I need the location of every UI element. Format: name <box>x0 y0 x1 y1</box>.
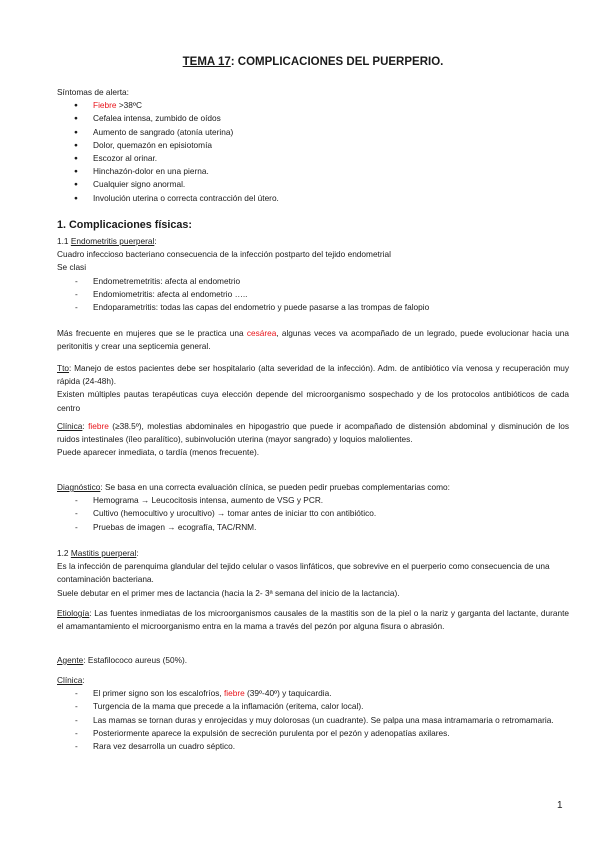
list-item: - Endoparametritis: todas las capas del endometrio y puede pasarse a las trompas de falopio <box>57 301 569 314</box>
classification-label: Se clasi <box>57 262 87 273</box>
subsection-heading: 1.2 Mastitis puerperal: <box>57 548 139 558</box>
clinical-paragraph: Clínica: fiebre (≥38.5º), molestias abdominales en hipogastrio que puede ir acompañado de distensión abdominal y disminución de los ruidos intestinales (íleo paralítico), subinvolución uterina (mayor sangrado) y loquios malolientes. Puede aparecer inmediata, o tardía (menos frecuente). <box>57 421 569 458</box>
types-list <box>57 275 569 315</box>
diagnosis-paragraph: Diagnóstico: Se basa en una correcta evaluación clínica, se pueden pedir pruebas complementarias como: - Hemograma → Leucocitosis intensa, aumento de VSG y PCR. - Cultivo (hemocultivo y urocultivo) → tomar antes de iniciar tto con antibiótico. - Pruebas de imagen → ecografía, TAC/RNM. <box>57 481 569 534</box>
list-item: - Hemograma → Leucocitosis intensa, aumento de VSG y PCR. <box>57 494 569 507</box>
list-item: ● Fiebre >38ºC <box>57 99 569 112</box>
subsection-heading: 1.1 Endometritis puerperal: <box>57 236 157 246</box>
definition: Cuadro infeccioso bacteriano consecuencia de la infección postparto del tejido endometrial <box>57 249 391 260</box>
list-item: - Endomiometritis: afecta al endometrio ….. <box>57 288 569 301</box>
list-item: - El primer signo son los escalofríos, fiebre (39º-40º) y taquicardia. <box>57 687 569 700</box>
list-item: ● Dolor, quemazón en episiotomía <box>57 139 569 152</box>
list-item: ● Hinchazón-dolor en una pierna. <box>57 165 569 178</box>
etiology-paragraph: Etiología: Las fuentes inmediatas de los microorganismos causales de la mastitis son de la piel o la nariz y garganta del lactante, durante el amamantamiento el microorganismo entra en la mama a través del pezón por alguna fisura o abrasión. <box>57 608 569 632</box>
page-title: TEMA 17: COMPLICACIONES DEL PUERPERIO. <box>182 56 444 68</box>
page-number: 1 <box>557 800 563 811</box>
treatment-paragraph: Tto: Manejo de estos pacientes debe ser hospitalario (alta severidad de la infección). Adm. de antibiótico vía venosa y recuperación muy rápida (24-48h). Existen múltiples pautas terapéuticas cuya elección depende del microorganismo sospechado y de los protocolos antibióticos de cada centro <box>57 363 569 413</box>
list-item: ● Involución uterina o correcta contracción del útero. <box>57 192 569 205</box>
debut-text: Suele debutar en el primer mes de lactancia (hacia la 2- 3ª semana del inicio de la lactancia). <box>57 587 400 598</box>
alert-symptoms <box>57 86 569 205</box>
mastitis-intro <box>57 547 569 600</box>
list-item: - Posteriormente aparece la expulsión de secreción purulenta por el pezón y adenopatías axilares. <box>57 727 569 740</box>
diagnosis-list <box>57 494 569 534</box>
list-item: - Las mamas se tornan duras y enrojecidas y muy dolorosas (un cuadrante). Se palpa una masa intramamaria o retromamaria. <box>57 714 569 727</box>
list-item: ● Cefalea intensa, zumbido de oídos <box>57 112 569 125</box>
list-item: - Cultivo (hemocultivo y urocultivo) → tomar antes de iniciar tto con antibiótico. <box>57 507 569 520</box>
list-item: ● Cualquier signo anormal. <box>57 178 569 191</box>
list-item: ● Aumento de sangrado (atonía uterina) <box>57 126 569 139</box>
list-item: ● Escozor al orinar. <box>57 152 569 165</box>
definition: Es la infección de parenquima glandular del tejido celular o vasos linfáticos, que sobrevive en el puerperio como consecuencia de una contaminación bacteriana. <box>57 561 550 585</box>
frequency-paragraph: Más frecuente en mujeres que se le practica una cesárea, algunas veces va acompañado de un legrado, puede evolucionar hacia una peritonitis y crear una septicemia general. <box>57 328 569 352</box>
list-item: - Rara vez desarrolla un cuadro séptico. <box>57 740 569 753</box>
list-item: - Endometremetritis: afecta al endometrio <box>57 275 569 288</box>
mastitis-clinical-list <box>57 687 569 753</box>
endometritis-intro <box>57 235 569 314</box>
alert-list <box>57 99 569 205</box>
list-item: - Pruebas de imagen → ecografía, TAC/RNM. <box>57 521 569 534</box>
mastitis-clinical: Clínica: - El primer signo son los escalofríos, fiebre (39º-40º) y taquicardia. - Turgencia de la mama que precede a la inflamación (eritema, calor local). - Las mamas se tornan duras y enrojecidas y muy dolorosas (un cuadrante). Se palpa una masa intramamaria o retromamaria. - Posteriormente aparece la expulsión de secreción purulenta por el pezón y adenopatías axilares. - Rara vez desarrolla un cuadro séptico. <box>57 674 569 753</box>
section-heading: 1. Complicaciones físicas: <box>57 219 193 231</box>
alert-heading: Síntomas de alerta: <box>57 87 129 97</box>
list-item: - Turgencia de la mama que precede a la inflamación (eritema, calor local). <box>57 700 569 713</box>
agent-paragraph: Agente: Estafilococo aureus (50%). <box>57 655 188 665</box>
